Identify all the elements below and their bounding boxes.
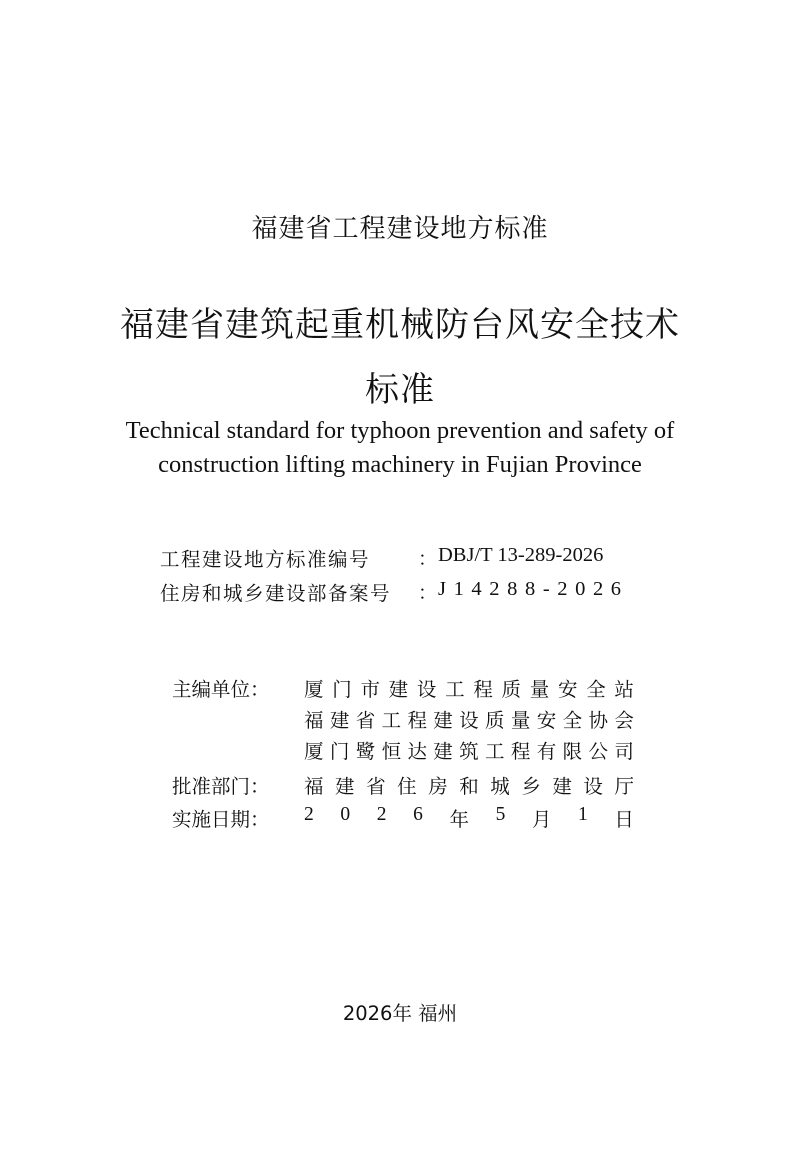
english-title-line-1: Technical standard for typhoon prevention and safety of — [125, 417, 675, 444]
english-title-line-2: construction lifting machinery in Fujian Province — [158, 451, 642, 478]
record-number-colon: ： — [418, 583, 438, 604]
local-standard-code-colon: ： — [418, 549, 438, 570]
main-title-line-2: 标准 — [365, 370, 435, 410]
editor-unit-3: 厦 门 鹭 恒 达 建 筑 工 程 有 限 公 司 — [304, 740, 634, 763]
record-number-label: 住房和城乡建设部备案号 — [160, 582, 392, 605]
english-title — [0, 414, 800, 482]
local-standard-code-value: DBJ/T 13-289-2026 — [438, 544, 604, 566]
editor-unit-2: 福 建 省 工 程 建 设 质 量 安 全 协 会 — [304, 709, 634, 732]
editor-unit-1: 厦 门 市 建 设 工 程 质 量 安 全 站 — [304, 678, 634, 701]
footer-year-city: 2026年 福州 — [342, 1002, 458, 1025]
local-standard-code-label: 工程建设地方标准编号 — [160, 548, 371, 571]
implementation-date-value: 2 0 2 6 年 5 月 1 日 — [304, 804, 634, 831]
main-title-line-1: 福建省建筑起重机械防台风安全技术 — [120, 305, 680, 345]
implementation-date-label: 实施日期： — [172, 808, 270, 831]
approval-department-value: 福 建 省 住 房 和 城 乡 建 设 厅 — [304, 775, 634, 798]
editor-units-label: 主编单位： — [172, 678, 270, 701]
record-number-value: J14288-2026 — [438, 578, 629, 600]
approval-department-label: 批准部门： — [172, 775, 270, 798]
series-title: 福建省工程建设地方标准 — [251, 214, 549, 244]
